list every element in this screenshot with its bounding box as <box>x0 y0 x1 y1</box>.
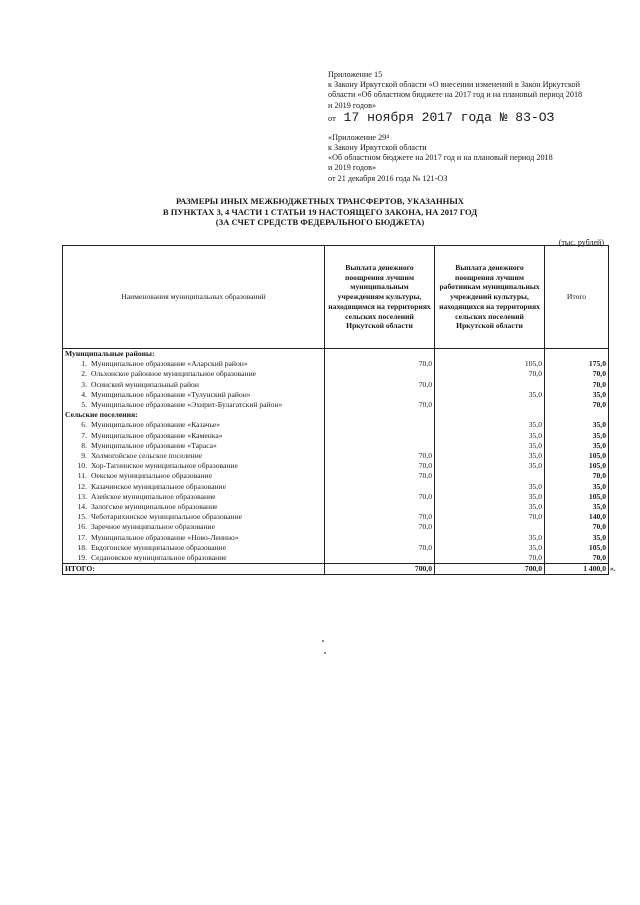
row-number: 4. <box>81 389 87 399</box>
row-number: 16. <box>77 522 87 532</box>
cell-total <box>545 349 609 360</box>
cell-institutions <box>325 390 435 400</box>
header-line: от 21 декабря 2016 года № 121-ОЗ <box>328 173 448 183</box>
cell-institutions: 70,0 <box>325 522 435 532</box>
municipality-name: Казачинское муниципальное образование <box>91 481 226 491</box>
table-row <box>63 522 609 532</box>
cell-institutions <box>325 502 435 512</box>
total-sum-value: 1 400,0 <box>583 564 606 574</box>
row-number: 19. <box>77 553 87 563</box>
municipality-name: Залогское муниципальное образование <box>91 502 218 512</box>
row-number: 17. <box>77 532 87 542</box>
cell-name <box>63 553 325 564</box>
municipality-name: Седановское муниципальное образование <box>91 553 227 563</box>
cell-name <box>63 543 325 553</box>
cell-name <box>63 461 325 471</box>
table-row <box>63 359 609 369</box>
table-row <box>63 471 609 481</box>
municipality-name: Азейское муниципальное образование <box>91 491 216 501</box>
table-header-row <box>63 246 609 349</box>
header-line: к Закону Иркутской области <box>328 143 427 153</box>
municipality-name: Муниципальное образование «Тулунский район» <box>91 389 251 399</box>
table-row <box>63 502 609 512</box>
total-label: ИТОГО: <box>63 564 325 575</box>
row-number: 11. <box>77 471 87 481</box>
table-row <box>63 482 609 492</box>
cell-institutions: 70,0 <box>325 380 435 390</box>
cell-workers: 70,0 <box>435 553 545 564</box>
cell-total: 70,0 <box>545 369 609 379</box>
title-line: РАЗМЕРЫ ИНЫХ МЕЖБЮДЖЕТНЫХ ТРАНСФЕРТОВ, УКАЗАННЫХ <box>176 196 464 206</box>
cell-workers: 35,0 <box>435 502 545 512</box>
cell-total: 140,0 <box>545 512 609 522</box>
cell-workers: 70,0 <box>435 369 545 379</box>
municipality-name: Хор-Тагнинское муниципальное образование <box>91 461 238 471</box>
cell-total: 35,0 <box>545 431 609 441</box>
cell-total: 105,0 <box>545 492 609 502</box>
cell-total: 35,0 <box>545 420 609 430</box>
title-line: В ПУНКТАХ 3, 4 ЧАСТИ 1 СТАТЬИ 19 НАСТОЯЩЕГО ЗАКОНА, НА 2017 ГОД <box>162 206 478 217</box>
table-row <box>63 380 609 390</box>
cell-total: 70,0 <box>545 400 609 410</box>
cell-name <box>63 512 325 522</box>
cell-workers <box>435 380 545 390</box>
cell-institutions <box>325 431 435 441</box>
cell-workers <box>435 349 545 360</box>
section-label: Муниципальные районы: <box>63 349 325 360</box>
cell-name <box>63 492 325 502</box>
row-number: 1. <box>81 359 87 369</box>
table-row <box>63 369 609 379</box>
municipality-name: Чеботарихинское муниципальное образование <box>91 512 243 522</box>
cell-institutions: 70,0 <box>325 492 435 502</box>
table-row <box>63 400 609 410</box>
cell-workers: 105,0 <box>435 359 545 369</box>
municipality-name: Муниципальное образование «Каменка» <box>91 430 223 440</box>
cell-workers: 35,0 <box>435 533 545 543</box>
total-row <box>63 564 609 575</box>
cell-institutions: 70,0 <box>325 400 435 410</box>
total-workers: 700,0 <box>435 564 545 575</box>
col-header-name: Наименования муниципальных образований <box>63 246 325 349</box>
cell-total: 35,0 <box>545 390 609 400</box>
cell-workers: 35,0 <box>435 451 545 461</box>
cell-total: 35,0 <box>545 441 609 451</box>
cell-institutions <box>325 410 435 420</box>
cell-total: 35,0 <box>545 533 609 543</box>
stamp-prefix: от <box>328 112 336 123</box>
table-row <box>63 512 609 522</box>
cell-total: 175,0 <box>545 359 609 369</box>
cell-total: 70,0 <box>545 553 609 564</box>
header-line: «Об областном бюджете на 2017 год и на плановый период 2018 <box>328 153 553 163</box>
cell-total: 70,0 <box>545 471 609 481</box>
municipality-name: Муниципальное образование «Ново-Ленино» <box>91 532 239 542</box>
cell-institutions <box>325 553 435 564</box>
cell-name <box>63 380 325 390</box>
header-line: «Приложение 29⁴ <box>328 132 390 142</box>
title-line: (ЗА СЧЕТ СРЕДСТВ ФЕДЕРАЛЬНОГО БЮДЖЕТА) <box>215 217 425 227</box>
cell-total: 35,0 <box>545 482 609 492</box>
cell-institutions <box>325 369 435 379</box>
table-row <box>63 492 609 502</box>
cell-name <box>63 533 325 543</box>
cell-workers: 35,0 <box>435 431 545 441</box>
cell-workers: 35,0 <box>435 482 545 492</box>
cell-institutions: 70,0 <box>325 451 435 461</box>
row-number: 2. <box>81 369 87 379</box>
municipality-name: Евдогонское муниципальное образование <box>91 542 227 552</box>
col-header-total: Итого <box>545 246 609 349</box>
section-row <box>63 410 609 420</box>
units-label: (тыс. рублей) <box>558 238 604 247</box>
cell-workers <box>435 522 545 532</box>
municipality-name: Ольхонское районное муниципальное образование <box>91 369 257 379</box>
scan-speck <box>324 652 326 654</box>
row-number: 9. <box>81 451 87 461</box>
cell-name <box>63 420 325 430</box>
cell-institutions <box>325 482 435 492</box>
cell-institutions <box>325 441 435 451</box>
cell-institutions: 70,0 <box>325 471 435 481</box>
cell-total: 105,0 <box>545 543 609 553</box>
table-row <box>63 553 609 564</box>
header-line: области «Об областном бюджете на 2017 год и на плановый период 2018 <box>328 90 583 100</box>
table-row <box>63 441 609 451</box>
cell-name <box>63 359 325 369</box>
row-number: 3. <box>81 379 87 389</box>
header-line: и 2019 годов» <box>328 163 377 173</box>
cell-name <box>63 431 325 441</box>
row-number: 18. <box>77 542 87 552</box>
cell-total: 70,0 <box>545 380 609 390</box>
cell-name <box>63 441 325 451</box>
row-number: 12. <box>77 481 87 491</box>
cell-total <box>545 410 609 420</box>
table-row <box>63 451 609 461</box>
municipality-name: Муниципальное образование «Казачье» <box>91 420 221 430</box>
date-stamp <box>328 111 618 125</box>
cell-workers: 35,0 <box>435 461 545 471</box>
row-number: 8. <box>81 440 87 450</box>
total-institutions: 700,0 <box>325 564 435 575</box>
row-number: 14. <box>77 502 87 512</box>
cell-total: 105,0 <box>545 461 609 471</box>
closing-quote: ». <box>610 564 616 574</box>
table-row <box>63 533 609 543</box>
cell-name <box>63 451 325 461</box>
cell-workers <box>435 400 545 410</box>
cell-workers: 70,0 <box>435 512 545 522</box>
table-row <box>63 431 609 441</box>
cell-name <box>63 502 325 512</box>
cell-workers: 35,0 <box>435 441 545 451</box>
cell-name <box>63 369 325 379</box>
cell-name <box>63 482 325 492</box>
table-row <box>63 543 609 553</box>
municipality-name: Муниципальное образование «Тараса» <box>91 440 217 450</box>
cell-total: 105,0 <box>545 451 609 461</box>
cell-total: 70,0 <box>545 522 609 532</box>
municipality-name: Осинский муниципальный район <box>91 379 199 389</box>
cell-institutions <box>325 349 435 360</box>
cell-workers: 35,0 <box>435 543 545 553</box>
cell-workers: 35,0 <box>435 420 545 430</box>
municipality-name: Холмогойское сельское поселение <box>91 451 203 461</box>
cell-institutions <box>325 533 435 543</box>
row-number: 6. <box>81 420 87 430</box>
cell-total: 35,0 <box>545 502 609 512</box>
document-title <box>100 196 540 228</box>
col-header-institutions: Выплата денежного поощрения лучшим муниципальным учреждениям культуры, находящимся на территориях сельских поселений Иркутской области <box>325 246 435 349</box>
col-header-workers: Выплата денежного поощрения лучшим работникам муниципальных учреждений культуры, находящихся на территориях сельских поселений Иркутской области <box>435 246 545 349</box>
header-line: и 2019 годов» <box>328 100 377 110</box>
header-block <box>328 70 618 184</box>
cell-institutions: 70,0 <box>325 461 435 471</box>
cell-workers <box>435 471 545 481</box>
section-label: Сельские поселения: <box>63 410 325 420</box>
row-number: 5. <box>81 400 87 410</box>
total-sum <box>545 564 616 575</box>
stamp-text: 17 ноября 2017 года № 83-ОЗ <box>343 109 555 125</box>
cell-name <box>63 390 325 400</box>
row-number: 10. <box>77 461 87 471</box>
cell-name <box>63 471 325 481</box>
row-number: 13. <box>77 491 87 501</box>
cell-institutions: 70,0 <box>325 512 435 522</box>
transfers-table <box>62 245 616 575</box>
cell-institutions: 70,0 <box>325 543 435 553</box>
header-line: к Закону Иркутской области «О внесении изменений в Закон Иркутской <box>328 80 580 90</box>
table-row <box>63 420 609 430</box>
appendix-label: Приложение 15 <box>328 70 383 79</box>
table-row <box>63 390 609 400</box>
row-number: 15. <box>77 512 87 522</box>
cell-name <box>63 522 325 532</box>
cell-workers: 35,0 <box>435 492 545 502</box>
cell-institutions <box>325 420 435 430</box>
municipality-name: Оекское муниципальное образование <box>91 471 212 481</box>
cell-name <box>63 400 325 410</box>
cell-workers <box>435 410 545 420</box>
cell-workers: 35,0 <box>435 390 545 400</box>
row-number: 7. <box>81 430 87 440</box>
municipality-name: Муниципальное образование «Эхирит-Булагатский район» <box>91 400 283 410</box>
municipality-name: Муниципальное образование «Аларский район» <box>91 359 248 369</box>
table-row <box>63 461 609 471</box>
section-row <box>63 349 609 360</box>
scan-speck <box>322 640 324 642</box>
cell-institutions: 70,0 <box>325 359 435 369</box>
municipality-name: Заречное муниципальное образование <box>91 522 215 532</box>
